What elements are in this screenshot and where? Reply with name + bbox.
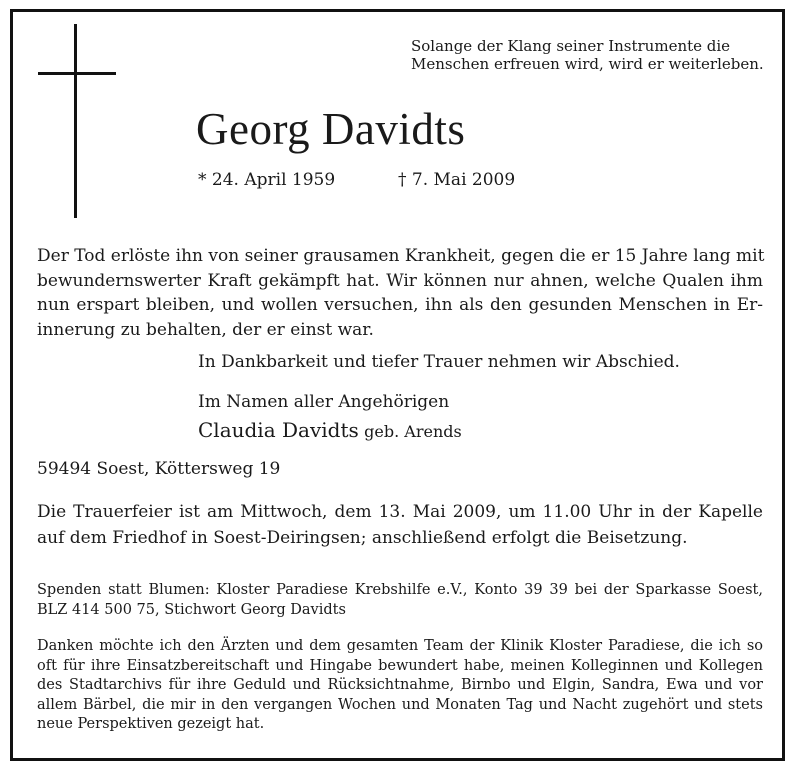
paragraph-line: bewundernswerter Kraft gekämpft hat. Wir können nur ahnen, welche Qualen ihm: [37, 270, 763, 291]
paragraph-line: allem Bärbel, die mir in den vergangen Wochen und Monaten Tag und Nacht zugehört und stets: [37, 696, 763, 713]
motto-line: Menschen erfreuen wird, wird er weiterleben.: [411, 55, 764, 73]
thanks-paragraph: [37, 637, 763, 735]
paragraph-line: oft für ihre Einsatzbereitschaft und Hingabe bewundert habe, meinen Kolleginnen und Kollegen: [37, 657, 763, 674]
deceased-name: Georg Davidts: [196, 104, 466, 154]
signature-maiden-name: geb. Arends: [364, 422, 462, 441]
funeral-paragraph: [37, 500, 763, 551]
paragraph-line: innerung zu behalten, der er einst war.: [37, 319, 374, 340]
signature: [198, 418, 462, 442]
paragraph-line: nun erspart bleiben, und wollen versuchen, ihn als den gesunden Menschen in Er-: [37, 295, 763, 316]
signature-intro: Im Namen aller Angehörigen: [198, 392, 450, 412]
birth-date: * 24. April 1959: [198, 170, 336, 190]
paragraph-line: Spenden statt Blumen: Kloster Paradiese Krebshilfe e.V., Konto 39 39 bei der Sparkasse Soest,: [37, 582, 763, 598]
cross-icon-crossbar: [38, 72, 116, 75]
address: 59494 Soest, Köttersweg 19: [37, 459, 281, 479]
paragraph-line: auf dem Friedhof in Soest-Deiringsen; anschließend erfolgt die Beisetzung.: [37, 527, 688, 548]
motto-quote: [411, 37, 771, 73]
paragraph-line: Der Tod erlöste ihn von seiner grausamen Krankheit, gegen die er 15 Jahre lang mit: [37, 246, 765, 266]
donations-paragraph: [37, 581, 763, 620]
paragraph-line: des Stadtarchivs für ihre Geduld und Rücksichtnahme, Birnbo und Elgin, Sandra, Ewa und vor: [37, 677, 763, 693]
death-date: † 7. Mai 2009: [398, 170, 516, 190]
paragraph-line: Die Trauerfeier ist am Mittwoch, dem 13. Mai 2009, um 11.00 Uhr in der Kapelle: [37, 502, 763, 522]
cross-icon: [74, 24, 77, 218]
paragraph-line: neue Perspektiven gezeigt hat.: [37, 716, 265, 732]
motto-line: Solange der Klang seiner Instrumente die: [411, 37, 731, 55]
paragraph-line: Danken möchte ich den Ärzten und dem gesamten Team der Klinik Kloster Paradiese, die ich so: [37, 638, 763, 654]
farewell-text: In Dankbarkeit und tiefer Trauer nehmen wir Abschied.: [198, 352, 680, 372]
main-paragraph: [37, 244, 763, 342]
signature-name: Claudia Davidts: [198, 418, 359, 442]
paragraph-line: BLZ 414 500 75, Stichwort Georg Davidts: [37, 601, 346, 618]
